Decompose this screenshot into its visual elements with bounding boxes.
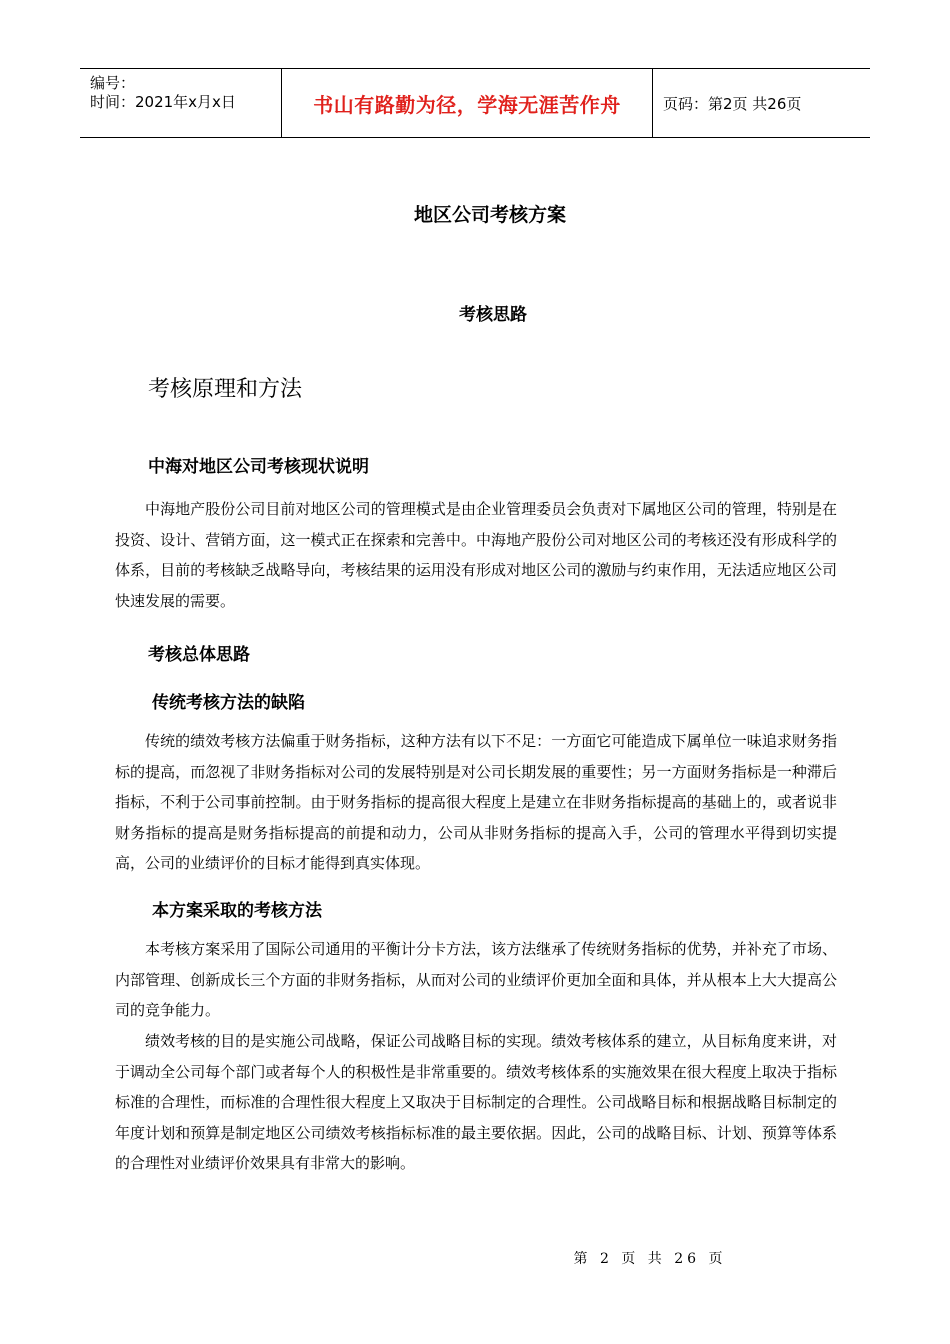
paragraph-traditional-defects xyxy=(115,726,837,879)
heading-adopted-method: 本方案采取的考核方法 xyxy=(152,901,322,921)
header-meta-cell xyxy=(80,69,282,137)
page-footer: 第 2 页 共 26 页 xyxy=(573,1251,727,1267)
paragraph-current-status-text: 中海地产股份公司目前对地区公司的管理模式是由企业管理委员会负责对下属地区公司的管理，特别是在投资、设计、营销方面，这一模式正在探索和完善中。中海地产股份公司对地区公司的考核还没有形成科学的体系，目前的考核缺乏战略导向，考核结果的运用没有形成对地区公司的激励与约束作用，无法适应地区公司快速发展的需要。 xyxy=(115,500,837,610)
header-page-cell xyxy=(653,69,870,137)
header-motto-cell xyxy=(282,69,653,137)
paragraph-adopted-method-1 xyxy=(115,934,837,1026)
document-title: 地区公司考核方案 xyxy=(413,204,566,226)
paragraph-traditional-defects-text: 传统的绩效考核方法偏重于财务指标，这种方法有以下不足：一方面它可能造成下属单位一味追求财务指标的提高，而忽视了非财务指标对公司的发展特别是对公司长期发展的重要性；另一方面财务指标是一种滞后指标，不利于公司事前控制。由于财务指标的提高很大程度上是建立在非财务指标提高的基础上的，或者说非财务指标的提高是财务指标提高的前提和动力，公司从非财务指标的提高入手，公司的管理水平得到切实提高，公司的业绩评价的目标才能得到真实体现。 xyxy=(115,732,837,872)
heading-principles: 考核原理和方法 xyxy=(148,377,303,402)
heading-overall-approach: 考核总体思路 xyxy=(148,645,250,665)
paragraph-adopted-method-1-text: 本考核方案采用了国际公司通用的平衡计分卡方法，该方法继承了传统财务指标的优势，并补充了市场、内部管理、创新成长三个方面的非财务指标，从而对公司的业绩评价更加全面和具体，并从根本上大大提高公司的竞争能力。 xyxy=(115,940,837,1019)
heading-traditional-defects: 传统考核方法的缺陷 xyxy=(152,693,305,713)
header-page-info: 页码：第2页 共26页 xyxy=(663,94,802,113)
paragraph-current-status xyxy=(115,494,837,616)
section-title: 考核思路 xyxy=(459,305,527,325)
document-number-label: 编号： xyxy=(90,74,136,92)
heading-current-status: 中海对地区公司考核现状说明 xyxy=(148,457,369,477)
paragraph-adopted-method-2 xyxy=(115,1026,837,1179)
header-motto: 书山有路勤为径，学海无涯苦作舟 xyxy=(313,92,621,117)
header-table xyxy=(80,68,870,138)
document-time-label: 时间：2021年x月x日 xyxy=(90,93,236,111)
paragraph-adopted-method-2-text: 绩效考核的目的是实施公司战略，保证公司战略目标的实现。绩效考核体系的建立，从目标角度来讲，对于调动全公司每个部门或者每个人的积极性是非常重要的。绩效考核体系的实施效果在很大程度上取决于指标标准的合理性，而标准的合理性很大程度上又取决于目标制定的合理性。公司战略目标和根据战略目标制定的年度计划和预算是制定地区公司绩效考核指标标准的最主要依据。因此，公司的战略目标、计划、预算等体系的合理性对业绩评价效果具有非常大的影响。 xyxy=(115,1032,837,1172)
